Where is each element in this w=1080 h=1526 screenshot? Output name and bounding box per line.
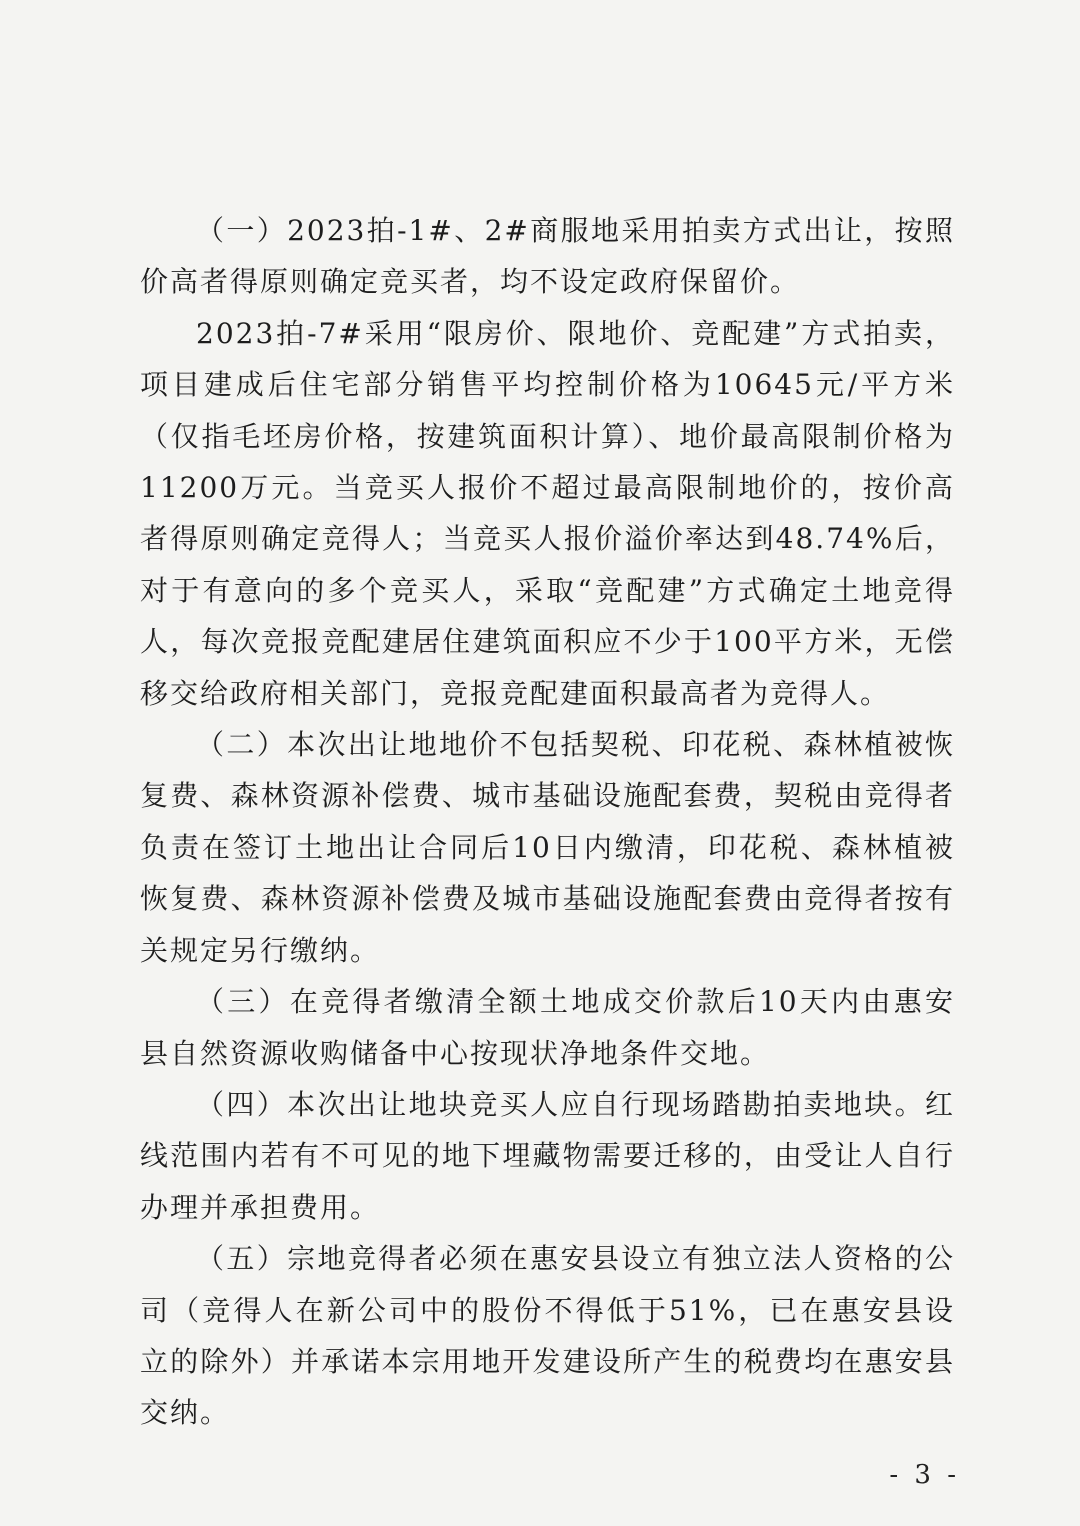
paragraph-1: （一）2023拍-1#、2#商服地采用拍卖方式出让，按照价高者得原则确定竞买者，均不设定政府保留价。 <box>140 214 955 299</box>
paragraph-6: （五）宗地竞得者必须在惠安县设立有独立法人资格的公司（竞得人在新公司中的股份不得低于51%，已在惠安县设立的除外）并承诺本宗用地开发建设所产生的税费均在惠安县交纳。 <box>140 1242 955 1430</box>
document-body <box>140 205 955 1439</box>
paragraph-5: （四）本次出让地块竞买人应自行现场踏勘拍卖地块。红线范围内若有不可见的地下埋藏物需要迁移的，由受让人自行办理并承担费用。 <box>140 1087 955 1224</box>
paragraph-2: 2023拍-7#采用“限房价、限地价、竞配建”方式拍卖，项目建成后住宅部分销售平均控制价格为10645元/平方米（仅指毛坯房价格，按建筑面积计算）、地价最高限制价格为11200万元。当竞买人报价不超过最高限制地价的，按价高者得原则确定竞得人；当竞买人报价溢价率达到48.74%后，对于有意向的多个竞买人，采取“竞配建”方式确定土地竞得人，每次竞报竞配建居住建筑面积应不少于100平方米，无偿移交给政府相关部门，竞报竞配建面积最高者为竞得人。 <box>140 316 955 710</box>
paragraph-4: （三）在竞得者缴清全额土地成交价款后10天内由惠安县自然资源收购储备中心按现状净地条件交地。 <box>140 985 955 1070</box>
paragraph-3: （二）本次出让地地价不包括契税、印花税、森林植被恢复费、森林资源补偿费、城市基础设施配套费，契税由竞得者负责在签订土地出让合同后10日内缴清，印花税、森林植被恢复费、森林资源补偿费及城市基础设施配套费由竞得者按有关规定另行缴纳。 <box>140 728 955 967</box>
page-number: - 3 - <box>889 1460 960 1490</box>
